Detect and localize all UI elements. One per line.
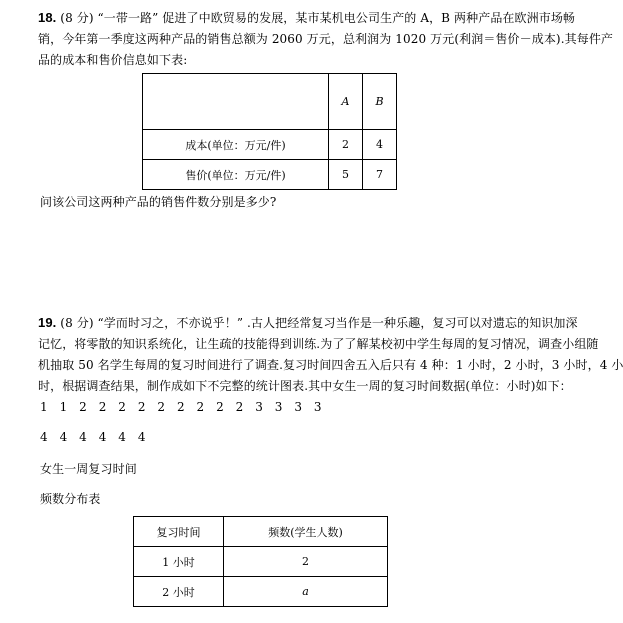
q19-caption: 女生一周复习时间	[40, 462, 137, 476]
table-cell-label: 售价(单位：万元/件)	[143, 160, 329, 190]
q19-frequency-table	[133, 516, 388, 607]
table-cell-label: 1 小时	[134, 547, 224, 577]
q18-text-1: (8 分) “一带一路” 促进了中欧贸易的发展，某市某机电公司生产的 A，B 两种产品在欧洲市场畅	[56, 11, 576, 25]
table-row	[134, 577, 388, 607]
table-header-time: 复习时间	[134, 517, 224, 547]
table-cell: a	[224, 577, 388, 607]
table-cell: 4	[363, 130, 397, 160]
table-header-row	[143, 74, 397, 130]
table-header-frequency: 频数(学生人数)	[224, 517, 388, 547]
table-header-cell	[143, 74, 329, 130]
table-header-product-b: B	[363, 74, 397, 130]
table-cell-label: 成本(单位：万元/件)	[143, 130, 329, 160]
q19-text-1: (8 分) “学而时习之，不亦说乎！” .古人把经常复习当作是一种乐趣，复习可以对遗忘的知识加深	[56, 316, 578, 330]
table-cell: 5	[329, 160, 363, 190]
q19-line-2: 记忆，将零散的知识系统化，让生疏的技能得到训练.为了了解某校初中学生每周的复习情况，调查小组随	[38, 337, 599, 351]
table-cell: 2	[329, 130, 363, 160]
table-cell: 7	[363, 160, 397, 190]
q19-data-row-2: 4 4 4 4 4 4	[40, 430, 146, 444]
q18-line-3: 品的成本和售价信息如下表:	[38, 53, 188, 67]
table-header-product-a: A	[329, 74, 363, 130]
q19-number: 19.	[38, 315, 57, 330]
q18-line-2: 销，今年第一季度这两种产品的销售总额为 2060 万元，总利润为 1020 万元(利润＝售价－成本).其每件产	[38, 32, 614, 46]
q18-number: 18.	[38, 10, 57, 25]
q18-question: 问该公司这两种产品的销售件数分别是多少?	[40, 195, 277, 209]
q19-line-4: 时，根据调查结果，制作成如下不完整的统计图表.其中女生一周的复习时间数据(单位：小时)如下：	[38, 379, 572, 393]
q19-line-3: 机抽取 50 名学生每周的复习时间进行了调查.复习时间四舍五入后只有 4 种：1 小时，2 小时，3 小时，4 小	[38, 358, 623, 372]
q18-cost-price-table	[142, 73, 397, 190]
table-header-row	[134, 517, 388, 547]
q19-data-row-1: 1 1 2 2 2 2 2 2 2 2 2 3 3 3 3	[40, 400, 322, 414]
table-cell-label: 2 小时	[134, 577, 224, 607]
table-row	[134, 547, 388, 577]
table-cell: 2	[224, 547, 388, 577]
table-row	[143, 160, 397, 190]
q19-line-1	[38, 314, 578, 331]
q18-line-1	[38, 9, 575, 26]
q19-table-title: 频数分布表	[40, 492, 101, 506]
table-row	[143, 130, 397, 160]
